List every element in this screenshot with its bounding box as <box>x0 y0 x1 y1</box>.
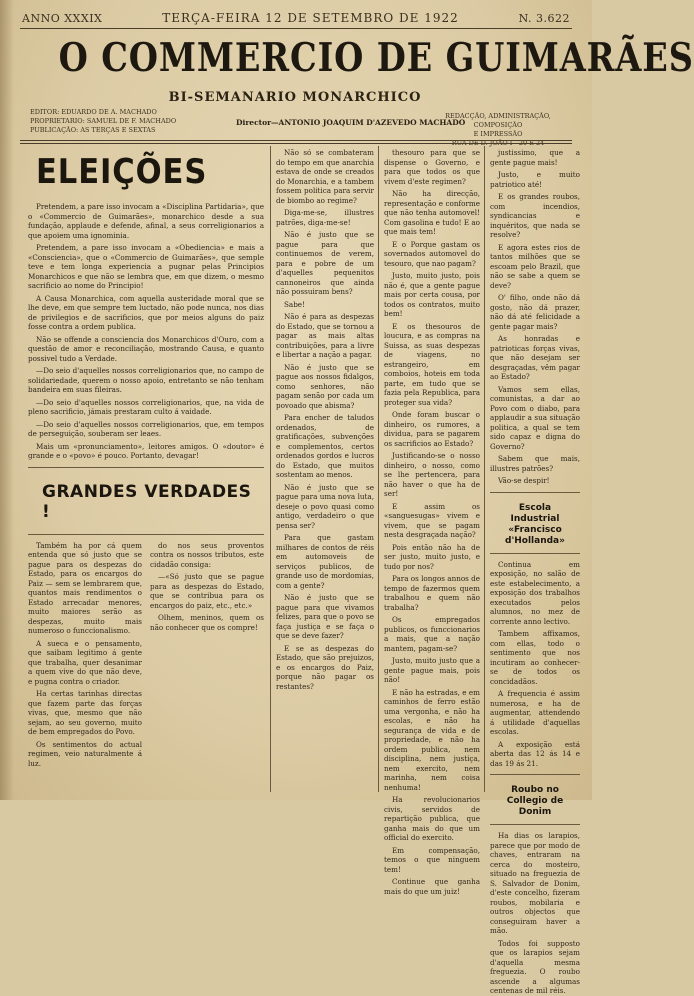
header-rule-bottom-2 <box>20 143 572 144</box>
editor-line: EDITOR: EDUARDO DE A. MACHADO <box>30 108 157 116</box>
article-paragraph: Justo, e muito patriotico até! <box>490 170 580 189</box>
article-paragraph: A Causa Monarchica, com aquella austeridade moral que se lhe deve, em que sempre tem luctado, não pode nunca, nos dias de privilegios e de sacrificios, que por meios alguns do paiz fosse contra a ordem publica. <box>28 293 264 331</box>
article-paragraph: Justo, muito justo que a gente pague mais, pois não! <box>384 656 480 684</box>
article-paragraph: Justo, muito justo, pois não é, que a gente pague mais por certa cousa, por todos os contratos, muito bem! <box>384 271 480 318</box>
article-paragraph: O' filho, onde não dá gosto, não dá prazer, não dá até felicidade a gente pagar mais? <box>490 293 580 331</box>
article-paragraph: —Do seio d'aquelles nossos correligionarios que, no campo de solidariedade, querem o nosso apoio, entretanto se não tenham bandeira em suas fileiras. <box>28 366 264 394</box>
article-paragraph: —Do seio d'aquelles nossos correligionarios, que, em tempos de perseguição, souberam ser leaes. <box>28 419 264 438</box>
article-paragraph: Não é para as despezas do Estado, que se tornou a pagar as mais altas contribuições, para a livre e libertar a nação a pagar. <box>276 312 374 359</box>
section-divider <box>490 824 580 825</box>
column-divider <box>378 146 379 792</box>
article-paragraph: E os thesouros de loucura, e as compras na Suissa, as suas despezas de viagens, no estrangeiro, em comboios, hoteis em toda parte, em tudo que se fazia pela Republica, para proteger sua vida? <box>384 321 480 407</box>
article-paragraph: Ha revolucionarios civis, servidos de repartição publica, que ganha mais do que um official do exercito. <box>384 795 480 842</box>
article-paragraph: Continua em exposição, no salão de este estabelecimento, a exposição dos trabalhos executados pelos alumnos, no mez de corrente anno lectivo. <box>490 559 580 626</box>
article-paragraph: Vão-se despir! <box>498 476 550 485</box>
article-paragraph: E o Porque gastam os sovernados automovel do tesouro, que nao pagam? <box>384 239 480 268</box>
section-divider <box>490 492 580 493</box>
column-divider <box>484 146 485 792</box>
column-eleicoes <box>28 148 264 790</box>
director-line: Director—ANTONIO JOAQUIM D'AZEVEDO MACHADO <box>236 118 466 127</box>
article-paragraph: Também ha por cá quem entenda que só justo que se pague para os despezas do Estado, para os encargos do Paiz — sem se lembrarem que, quantos mais rendimentos o Estado arrecadar menores, muito maiores serão as despezas, muito mais numeroso o funccionalismo. <box>28 540 142 635</box>
office-line-2: E IMPRESSÃO <box>473 130 523 138</box>
article-paragraph: Justificando-se o nosso dinheiro, o nosso, como se lhe pertencera, para não haver o que ha de ser! <box>384 451 480 498</box>
article-paragraph: Ha dias os larapios, parece que por modo de chaves, entraram na cerca do mosteiro, situado na freguezia de S. Salvador de Donim, d'este concelho, fizeram roubos, mobilaria e outros objectos que conseguiram haver a mão. <box>490 831 580 935</box>
header-topline <box>22 10 570 26</box>
newspaper-subtitle: BI-SEMANARIO MONARCHICO <box>168 90 422 105</box>
article-paragraph: Todos foi supposto que os larapios sejam d'aquella mesma freguezia. O roubo ascende a algumas centenas de mil réis. <box>490 938 580 995</box>
publication-line: PUBLICAÇÃO: AS TERÇAS E SEXTAS <box>30 126 156 134</box>
article-paragraph: thesouro para que se dispense o Governo, e para que todos os que vivem d'este regimen? <box>384 148 480 186</box>
article-paragraph: Não ha direcção, representação e conforme que não tenha automovel! Com gasolina e tudo! E ao que mais tem! <box>384 189 480 236</box>
issue-date: TERÇA-FEIRA 12 DE SETEMBRO DE 1922 <box>162 11 459 25</box>
article-paragraph: Para encher de taludos ordenados, de gratificações, subvenções e complementos, certos ordenados gordos e lucros do Estado, que muitos sostentam ao menos. <box>276 413 374 479</box>
article-paragraph: E agora estes rios de tantos milhões que se escoam pelo Brazil, que não se sabe a quem se deve? <box>490 242 580 290</box>
column-2 <box>276 148 374 790</box>
article-paragraph: Não só se combateram do tempo em que anarchia estava de onde se creados do Monarchia, e a tambem fossem politica para servir de biombo ao regime? <box>276 148 374 205</box>
article-paragraph: Não é justo que se pague para que continuemos de verem, para e pobre de um d'aquelles pequenitos cannoneiros que ainda não possuiram bens? <box>276 230 374 296</box>
article-paragraph: Os sentimentos do actual regimen, veio naturalmente á luz. <box>28 739 142 768</box>
article-paragraph: Continue que ganha mais do que um juiz! <box>384 877 480 896</box>
article-paragraph: E assim os «sanguesugas» vivem e vivem, que se pagam nesta desgraçada nação? <box>384 501 480 539</box>
article-paragraph: Tambem affixamos, com ellas, todo o sentimento que nos incutiram ao conhecer-se de todos os concidadãos. <box>490 629 580 686</box>
article-paragraph: Não se offende a consciencia dos Monarchicos d'Ouro, com a questão de amor e reconciliação, mostrando Causa, e quanto possivel tudo a Verdade. <box>28 334 264 363</box>
owner-line: PROPRIETARIO: SAMUEL DE F. MACHADO <box>30 117 177 125</box>
section-divider <box>490 774 580 775</box>
article-paragraph: do nos seus proventos contra os nossos tributos, este cidadão consiga: <box>150 540 264 569</box>
column-4 <box>490 148 580 995</box>
headline-roubo-donim: Roubo no Collegio de Donim <box>506 785 564 817</box>
article-paragraph: Os empregados publicos, os funccionarios a mais, que a nação mantem, pagam-se? <box>384 615 480 653</box>
year-label: ANNO XXXIX <box>22 11 103 25</box>
article-paragraph: Ha certas tarinhas directas que fazem parte das forças vivas, que, mesmo que não sejam, ao seu governo, muito de bem empregados do Povo. <box>28 689 142 736</box>
article-paragraph: —Do seio d'aquelles nossos correligionarios, que, na vida de pleno sacrificio, jámais prestaram culto á vaidade. <box>28 397 264 416</box>
article-paragraph: Diga-me-se, illustres patrões, diga-me-se! <box>276 208 374 227</box>
article-paragraph: Sabe! <box>284 299 305 309</box>
office-line-3: RUA DE D. JOÃO I—20 E 24 <box>451 139 545 147</box>
article-paragraph: A sueca e o pensamento, que saibam legitimo á gente que trabalha, quer desanimar a quem vive do que não deve, e pugna contra o criador. <box>28 638 142 686</box>
article-paragraph: Olhem, meninos, quem os não conhecer que os compre! <box>150 613 264 632</box>
article-paragraph: Pretendem, a pare isso invocam a «Obediencia» e mais a «Consciencia», que o «Commercio de Guimarães», que semple teve e tem longa experiencia a pugnar pelas Principios Monarchicos e que não se lembra que, em que dizem, o mesmo sacrificio ao nome do Principio! <box>28 243 264 290</box>
office-line-1: REDACÇÃO, ADMINISTRAÇÃO, COMPOSIÇÃO <box>445 112 551 129</box>
article-paragraph: As honradas e patrioticas forças vivas, que não desejam ser desgraçadas, vêm pagar ao Estado? <box>490 334 580 381</box>
article-paragraph: Não é justo que se pague para uma nova luta, deseje o povo quasi como antigo, verdadeiro o que pensa ser? <box>276 482 374 530</box>
article-paragraph: Mais um «pronunciamento», leitores amigos. O «doutor» é grande e o «povo» é pouco. Portanto, devagar! <box>28 441 264 460</box>
grandes-verdades-body <box>28 541 264 772</box>
section-divider <box>490 553 580 554</box>
publisher-info <box>30 108 180 135</box>
header-rule-top <box>20 28 572 29</box>
article-paragraph: Sabem que mais, illustres patrões? <box>490 454 580 473</box>
page-edge-shadow <box>0 0 14 800</box>
article-paragraph: Pois então não ha de ser justo, muito justo, e tudo por nos? <box>384 542 480 571</box>
article-paragraph: Em compensação, temos o que ninguem tem! <box>384 845 480 874</box>
article-paragraph: E não ha estradas, e em caminhos de ferro estão uma vergonha, e não ha escolas, e não ha segurança de vida e de propriedade, e não ha ordem publica, nem disciplina, nem justiça, nem exercito, nem marinha, nem coisa nenhuma! <box>384 687 480 792</box>
headline-grandes-verdades: GRANDES VERDADES ! <box>42 481 252 522</box>
article-paragraph: Não é justo que se pague aos nossos fidalgos, como senhores, não pagam senão por cada um povoado que abisma? <box>276 362 374 410</box>
article-paragraph: —«Só justo que se pague para as despezas do Estado, que se contribua para os encargos do paiz, etc., etc.» <box>150 572 264 610</box>
article-paragraph: A exposição está aberta das 12 ás 14 e das 19 ás 21. <box>490 739 580 768</box>
article-paragraph: Onde foram buscar o dinheiro, os rumores, a dividua, para se pagarem os sacrificios ao Estado? <box>384 410 480 448</box>
article-paragraph: A frequencia é assim numerosa, e ha de augmentar, attendendo á utilidade d'aquellas escolas. <box>490 689 580 736</box>
subcolumn-right <box>150 541 264 772</box>
subcolumn-left <box>28 541 142 772</box>
issue-number: N. 3.622 <box>518 11 570 25</box>
header-rule-bottom <box>20 140 572 141</box>
headline-eleicoes: ELEIÇÕES <box>36 152 208 192</box>
article-paragraph: Para os longos annos de tempo de fazermos quem trabalhou e quem não trabalha? <box>384 574 480 612</box>
column-divider <box>270 146 271 792</box>
article-paragraph: E os grandes roubos, com incendios, syndicancias e inquéritos, que nada se resolve? <box>490 192 580 239</box>
section-divider <box>28 534 264 535</box>
article-paragraph: Não é justo que se pague para que vivamos felizes, para que o povo se faça justiça e se faça o que se deve fazer? <box>276 593 374 640</box>
article-paragraph: E se as despezas do Estado, que são prejuizos, e os encargos do Paiz, porque não pagar os restantes? <box>276 643 374 691</box>
article-paragraph: Pretendem, a pare isso invocam a «Disciplina Partidaria», que o «Commercio de Guimarães», monarchico desde a sua fundação, applaude e defende, afinal, a seus correligionarios a que apoiem uma ignominia. <box>28 202 264 240</box>
article-paragraph: Para que gastam milhares de contos de réis em automoveis de serviços publicos, de grande uso de mordomias, com a gente? <box>276 533 374 590</box>
article-paragraph: Vamos sem ellas, comunistas, a dar ao Povo com o diabo, para applaudir a sua situação politica, a qual se tem sido capaz e digna do Governo? <box>490 384 580 451</box>
newspaper-title: O COMMERCIO DE GUIMARÃES <box>58 35 694 81</box>
column-3 <box>384 148 480 896</box>
headline-escola-industrial: Escola Industrial «Francisco d'Hollanda» <box>505 502 565 546</box>
article-paragraph: justissimo, que a gente pague mais! <box>490 148 580 167</box>
section-divider <box>28 467 264 468</box>
